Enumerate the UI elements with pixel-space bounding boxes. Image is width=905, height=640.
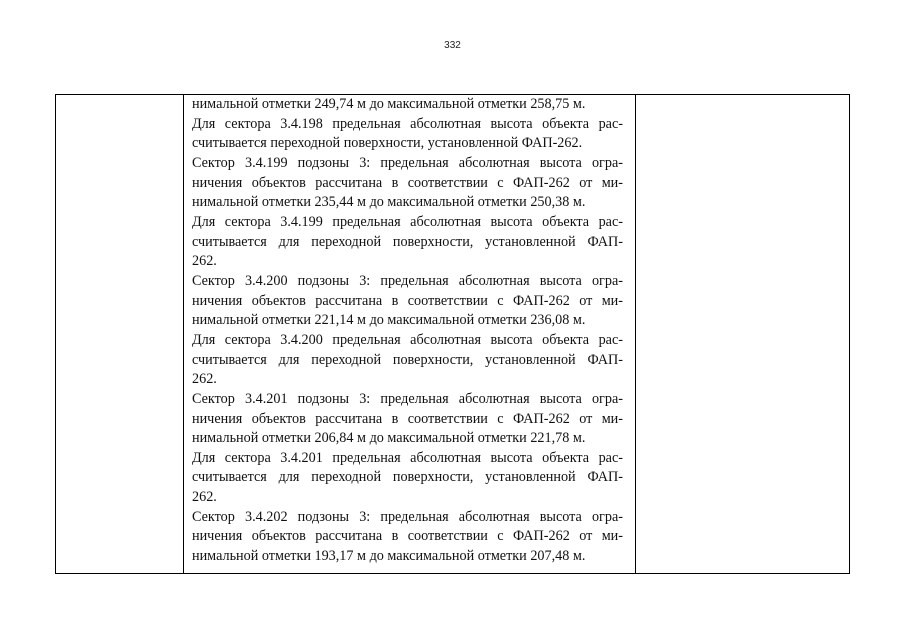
table-cell-main [184,95,636,573]
text-line: нимальной отметки 221,14 м до максимальной отметки 236,08 м. [192,312,586,329]
text-line: нимальной отметки 193,17 м до максимальной отметки 207,48 м. [192,548,586,565]
page-number: 332 [444,40,461,51]
text-line: ничения объектов рассчитана в соответствии с ФАП-262 от ми- [192,292,623,309]
text-line: 262. [192,253,217,270]
table-cell-right [636,95,849,573]
text-line: считывается переходной поверхности, установленной ФАП-262. [192,135,583,152]
text-line: нимальной отметки 235,44 м до максимальной отметки 250,38 м. [192,194,586,211]
table-cell-left [56,95,184,573]
text-line: считывается для переходной поверхности, установленной ФАП- [192,351,623,368]
text-line: ничения объектов рассчитана в соответствии с ФАП-262 от ми- [192,410,623,427]
text-line: Сектор 3.4.199 подзоны 3: предельная абсолютная высота огра- [192,154,623,171]
text-line: считывается для переходной поверхности, установленной ФАП- [192,469,623,486]
text-line: Сектор 3.4.200 подзоны 3: предельная абсолютная высота огра- [192,272,623,289]
text-line: ничения объектов рассчитана в соответствии с ФАП-262 от ми- [192,174,623,191]
text-line: 262. [192,489,217,506]
document-table [55,94,850,574]
text-line: нимальной отметки 206,84 м до максимальной отметки 221,78 м. [192,430,586,447]
cell-text [192,95,623,567]
text-line: Для сектора 3.4.198 предельная абсолютная высота объекта рас- [192,115,623,132]
text-line: ничения объектов рассчитана в соответствии с ФАП-262 от ми- [192,528,623,545]
text-line: Для сектора 3.4.199 предельная абсолютная высота объекта рас- [192,213,623,230]
text-line: считывается для переходной поверхности, установленной ФАП- [192,233,623,250]
text-line: Сектор 3.4.202 подзоны 3: предельная абсолютная высота огра- [192,508,623,525]
text-line: Для сектора 3.4.201 предельная абсолютная высота объекта рас- [192,449,623,466]
text-line: Сектор 3.4.201 подзоны 3: предельная абсолютная высота огра- [192,390,623,407]
text-line: нимальной отметки 249,74 м до максимальной отметки 258,75 м. [192,96,586,112]
text-line: Для сектора 3.4.200 предельная абсолютная высота объекта рас- [192,331,623,348]
text-line: 262. [192,371,217,388]
